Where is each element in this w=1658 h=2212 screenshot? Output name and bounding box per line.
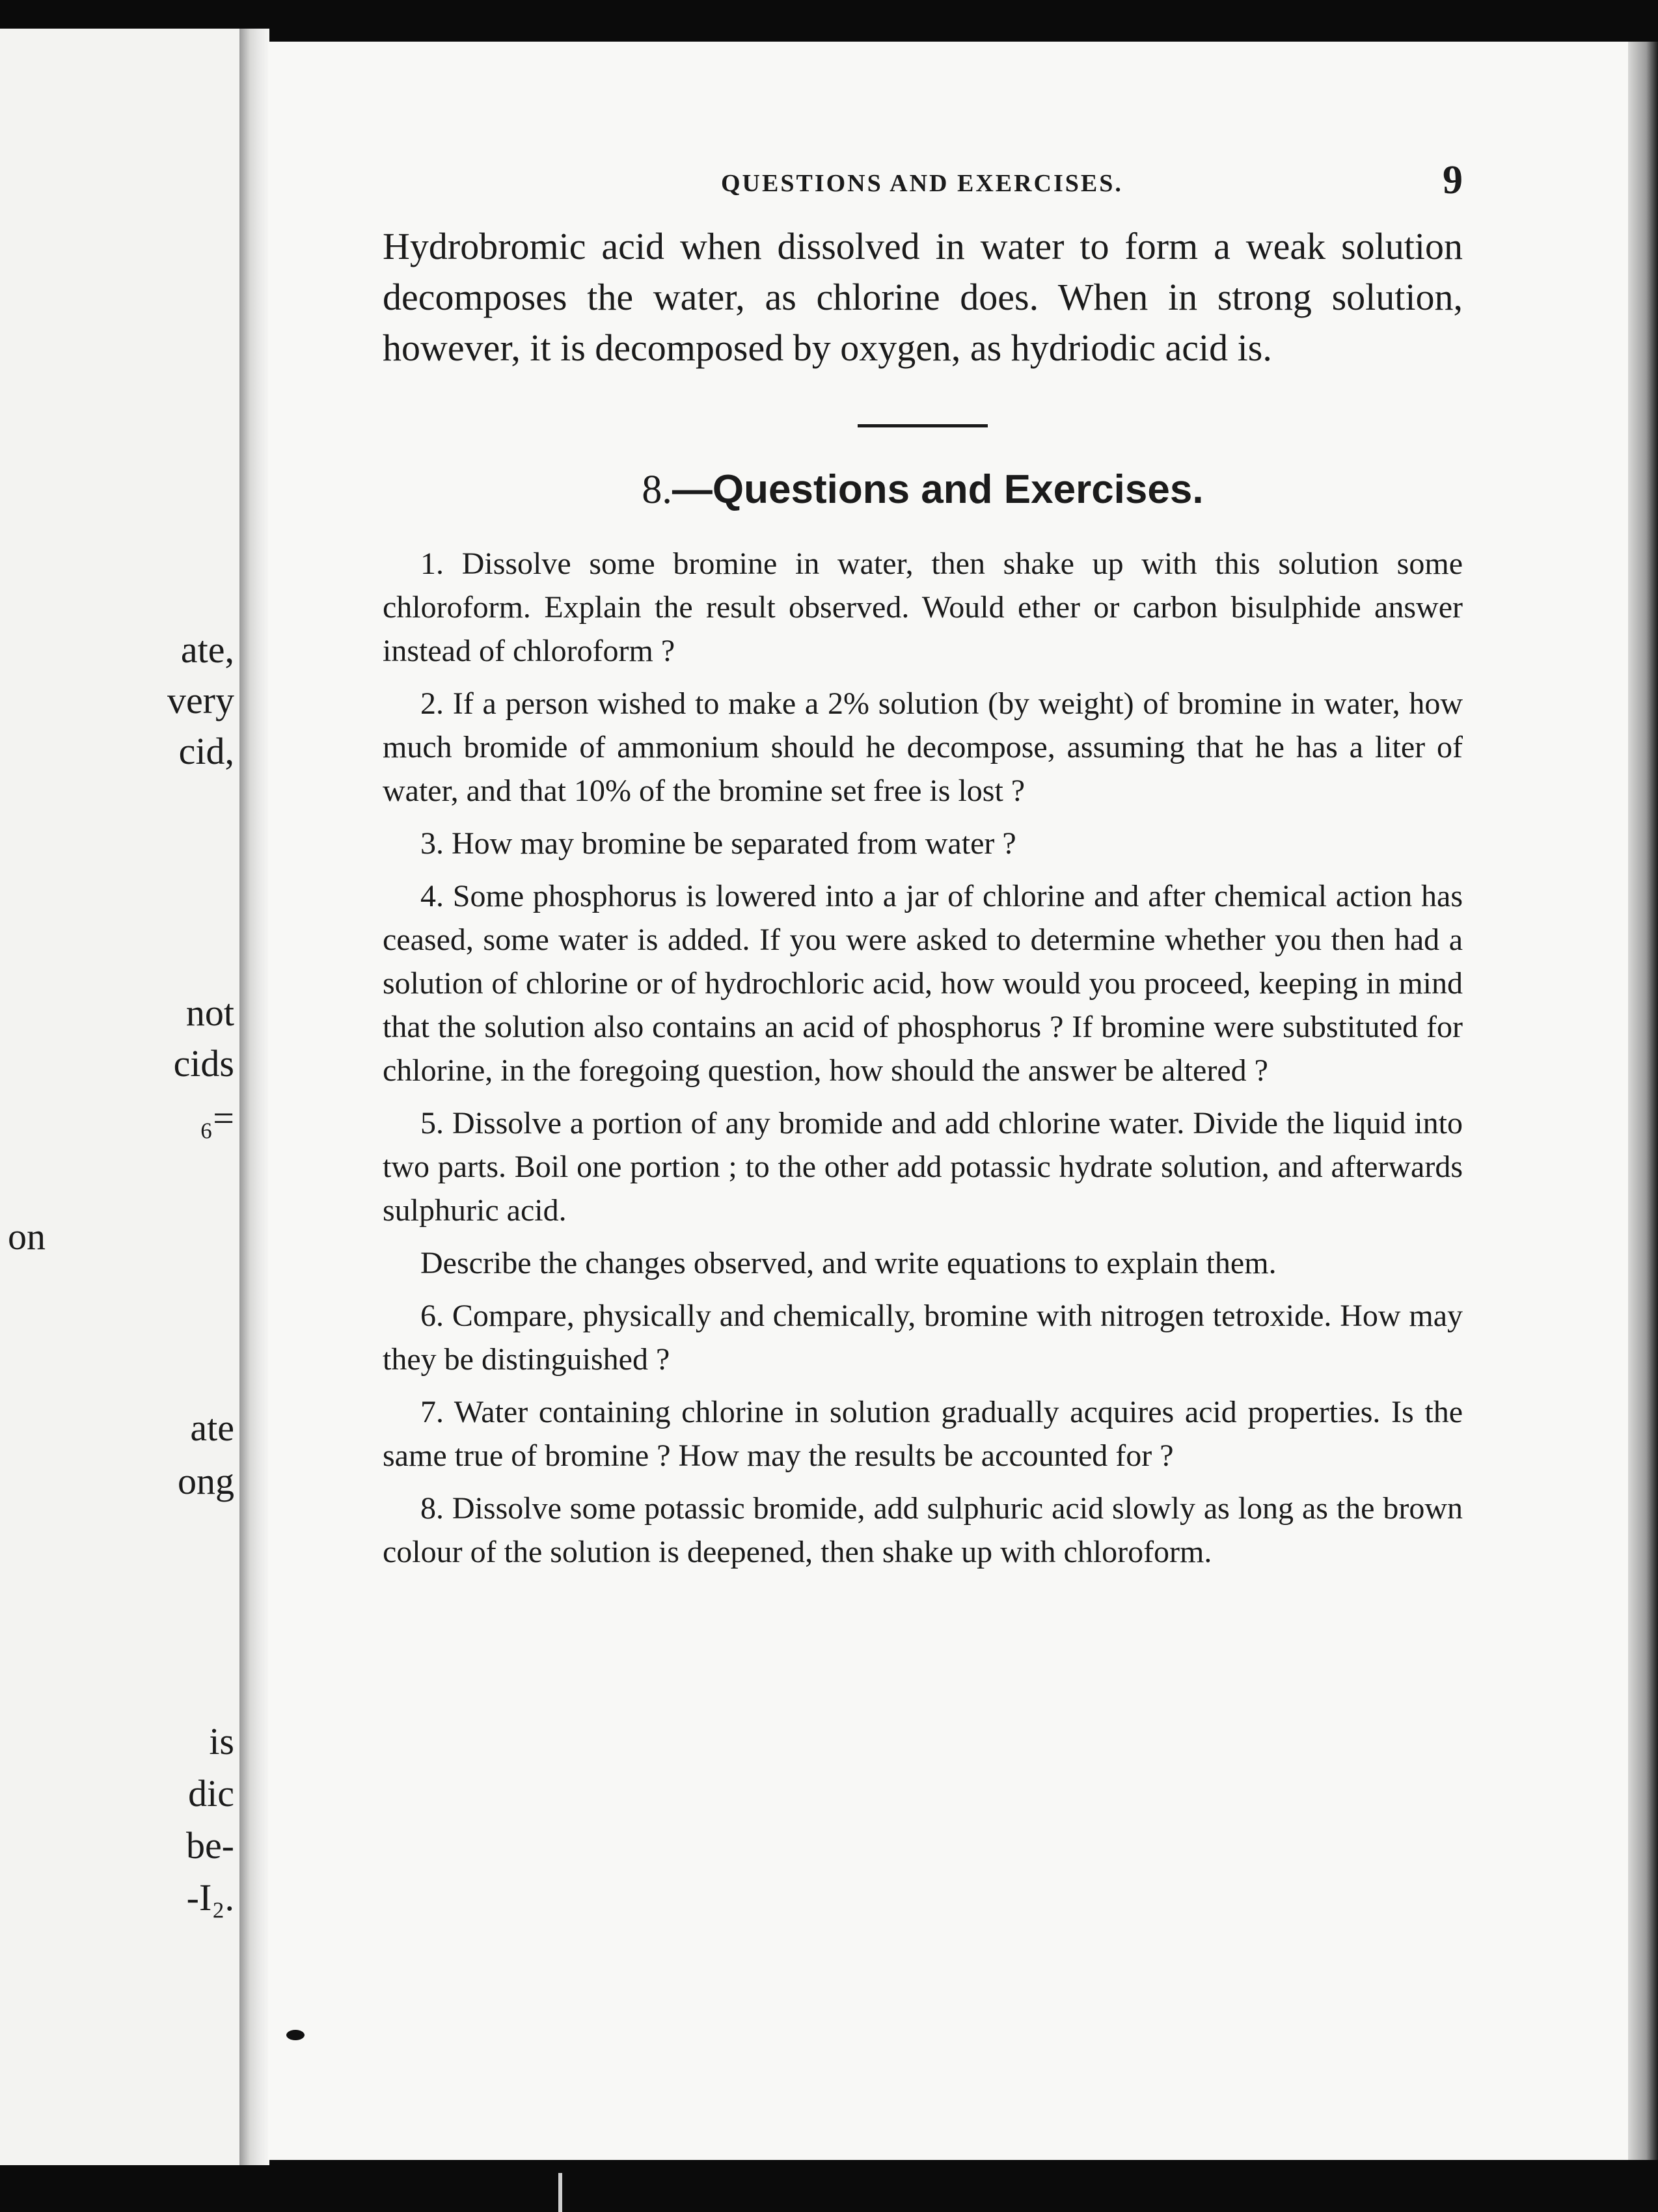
question-number: 2. — [420, 686, 444, 721]
question-text: Dissolve some bromine in water, then shake up with this solution some chloroform. Explain the result observed. Would ether or carbon bisulphide answer instead of chloroform ? — [383, 546, 1463, 668]
question-item — [383, 822, 1463, 865]
left-fragment: cid, — [178, 730, 234, 772]
question-item — [383, 1294, 1463, 1381]
question-number: 7. — [420, 1395, 444, 1429]
question-number: 1. — [420, 546, 444, 581]
intro-paragraph: Hydrobromic acid when dissolved in water to form a weak solution decomposes the water, as chlorine does. When in strong solution, however, it is decomposed by oxygen, as hydriodic acid is. — [383, 225, 1463, 369]
left-fragment: is — [209, 1720, 234, 1762]
question-text: If a person wished to make a 2% solution (by weight) of bromine in water, how much bromide of ammonium should he decompose, assuming that he has a liter of water, and that 10% of the bromine set free is lost ? — [383, 686, 1463, 808]
question-item — [383, 1390, 1463, 1477]
question-text: Dissolve a portion of any bromide and add chlorine water. Divide the liquid into two parts. Boil one portion ; to the other add potassic hydrate solution, and afterwards sulphuric acid. — [383, 1106, 1463, 1228]
left-fragment: ate, — [180, 628, 234, 671]
left-fragment: ₆= — [200, 1097, 234, 1139]
question-number: 3. — [420, 826, 444, 861]
question-text: Water containing chlorine in solution gradually acquires acid properties. Is the same true of bromine ? How may the results be accounted for ? — [383, 1395, 1463, 1473]
question-number: 8. — [420, 1491, 444, 1526]
question-item — [383, 874, 1463, 1092]
left-fragment: ate — [190, 1407, 234, 1449]
left-fragment: be- — [185, 1824, 234, 1867]
scan-mark — [558, 2173, 562, 2212]
left-fragment: ong — [178, 1460, 234, 1502]
question-item — [383, 1101, 1463, 1232]
running-head: QUESTIONS AND EXERCISES. — [721, 170, 1123, 197]
question-text: Compare, physically and chemically, bromine with nitrogen tetroxide. How may they be distinguished ? — [383, 1299, 1463, 1377]
page-edge — [1628, 42, 1658, 2160]
page-content — [383, 150, 1463, 1583]
question-number: 6. — [420, 1299, 444, 1333]
left-fragment: -I₂. — [186, 1876, 234, 1919]
section-number: 8. — [642, 468, 672, 512]
page-number: 9 — [1443, 158, 1463, 202]
section-title: —Questions and Exercises. — [672, 467, 1204, 512]
question-item — [383, 1487, 1463, 1574]
left-fragment: dic — [188, 1772, 234, 1814]
left-fragment: cids — [173, 1042, 234, 1085]
left-fragment: not — [185, 991, 234, 1034]
left-fragment: very — [167, 679, 234, 722]
question-number: 5. — [420, 1106, 444, 1140]
left-fragment: on — [8, 1215, 46, 1258]
question-text: Describe the changes observed, and write equations to explain them. — [420, 1246, 1277, 1280]
ink-blot — [286, 2030, 305, 2040]
question-text: Some phosphorus is lowered into a jar of chlorine and after chemical action has ceased, some water is added. If you were asked to determine whether you then had a solution of chlorine or of hydrochloric acid, how would you proceed, keeping in mind that the solution also contains an acid of phosphorus ? If bromine were substituted for chlorine, in the foregoing question, how should the answer be altered ? — [383, 879, 1463, 1088]
section-divider — [858, 424, 988, 427]
question-item — [383, 682, 1463, 813]
question-number: 4. — [420, 879, 444, 913]
question-text: Dissolve some potassic bromide, add sulphuric acid slowly as long as the brown colour of the solution is deepened, then shake up with chloroform. — [383, 1491, 1463, 1569]
question-text: How may bromine be separated from water ? — [452, 826, 1016, 861]
section-heading — [383, 466, 1463, 513]
question-continuation — [383, 1241, 1463, 1285]
question-list — [383, 542, 1463, 1574]
page-header — [383, 150, 1463, 221]
book-gutter — [239, 29, 269, 2165]
question-item — [383, 542, 1463, 673]
